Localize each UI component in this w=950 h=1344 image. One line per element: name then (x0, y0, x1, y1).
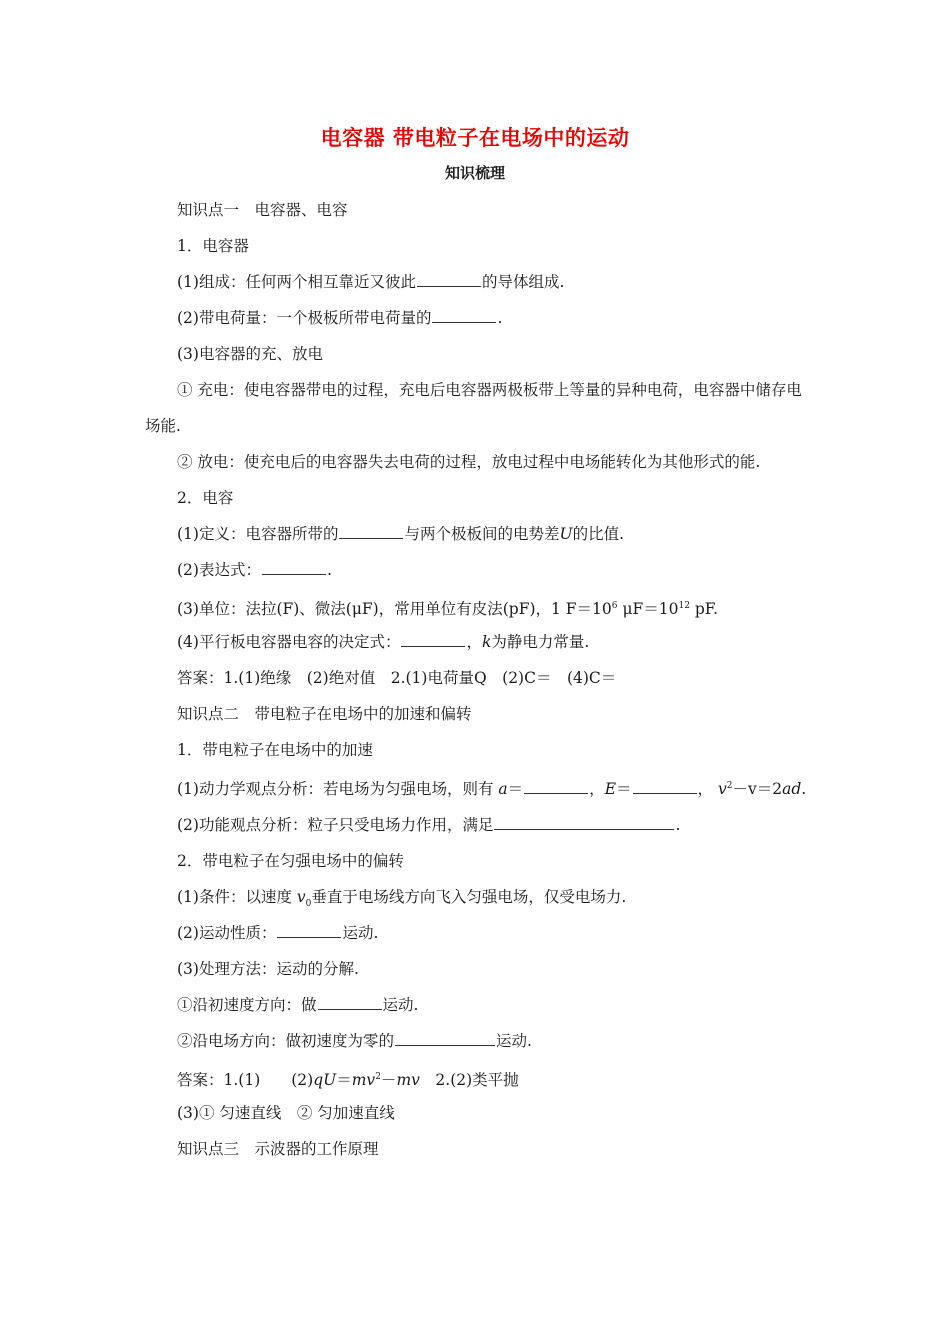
line-definition (145, 516, 807, 552)
text: ①沿初速度方向：做 (177, 996, 317, 1014)
text: . (326, 561, 332, 579)
text: ②沿电场方向：做初速度为零的 (177, 1032, 395, 1050)
text: (3)单位：法拉(F)、微法(μF)，常用单位有皮法(pF)，1 F＝10 (177, 600, 612, 618)
fill-blank (524, 777, 588, 794)
fill-blank (318, 993, 382, 1010)
symbol-E: E (604, 780, 617, 798)
text: 运动. (496, 1032, 532, 1050)
symbol-ad: ad (782, 780, 802, 798)
text: (1)条件：以速度 (177, 888, 292, 906)
fill-blank (494, 813, 674, 830)
text: 运动. (342, 924, 379, 942)
text: ＝ (616, 780, 632, 798)
text: (2)运动性质： (177, 924, 277, 942)
line-discharging: ② 放电：使充电后的电容器失去电荷的过程，放电过程中电场能转化为其他形式的能. (177, 453, 761, 471)
fill-blank (401, 630, 465, 647)
text: ， (466, 633, 482, 651)
line-charging: ① 充电：使电容器带电的过程，充电后电容器两极板带上等量的异种电荷，电容器中储存电场能. (145, 381, 802, 435)
subheading-capacitor: 1．电容器 (177, 237, 249, 255)
fill-blank (339, 522, 403, 539)
text: 与两个极板间的电势差 (404, 525, 560, 543)
fill-blank (262, 558, 326, 575)
text: 的导体组成. (481, 273, 565, 291)
answer-line-2 (145, 1059, 807, 1095)
subheading-acceleration: 1．带电粒子在电场中的加速 (177, 741, 373, 759)
line-units (145, 588, 807, 624)
text: . (675, 816, 681, 834)
symbol-v: v (296, 888, 306, 906)
line-motion-nature (145, 915, 807, 951)
knowledge-point-2-heading: 知识点二 带电粒子在电场中的加速和偏转 (177, 705, 472, 723)
text: (2)功能观点分析：粒子只受电场力作用，满足 (177, 816, 494, 834)
text: (1)定义：电容器所带的 (177, 525, 339, 543)
text: pF. (689, 600, 719, 618)
line-parallel-plate (145, 624, 807, 660)
knowledge-point-1-heading: 知识点一 电容器、电容 (177, 201, 348, 219)
fill-blank (277, 921, 341, 938)
section-heading: 知识梳理 (444, 164, 505, 182)
line-energy (145, 807, 807, 843)
knowledge-point-3-heading: 知识点三 示波器的工作原理 (177, 1140, 379, 1158)
text: 2.(2)类平抛 (419, 1071, 519, 1089)
line-charge (145, 300, 807, 336)
subscript: 0 (305, 899, 312, 910)
text: . (801, 780, 807, 798)
answer-line-1: 答案：1.(1)绝缘 (2)绝对值 2.(1)电荷量Q (2)C＝ (4)C＝ (177, 669, 617, 687)
text: (2)带电荷量：一个极板所带电荷量的 (177, 309, 432, 327)
symbol-mv: mv (396, 1071, 420, 1089)
symbol-mv: mv (351, 1071, 376, 1089)
text: μF＝10 (617, 600, 679, 618)
line-initial-direction (145, 987, 807, 1023)
exponent: 2 (726, 781, 733, 791)
answer-line-3: (3)① 匀速直线 ② 匀加速直线 (177, 1104, 395, 1122)
text: (4)平行板电容器电容的决定式： (177, 633, 401, 651)
text: ， (589, 780, 605, 798)
symbol-k: k (481, 633, 492, 651)
exponent: 6 (611, 601, 618, 611)
symbol-U: U (559, 525, 573, 543)
line-composition (145, 264, 807, 300)
line-charge-discharge: (3)电容器的充、放电 (177, 345, 323, 363)
text: (1)动力学观点分析：若电场为匀强电场，则有 (177, 780, 494, 798)
text: (2)表达式： (177, 561, 261, 579)
symbol-v: v (717, 780, 727, 798)
text: 垂直于电场线方向飞入匀强电场，仅受电场力. (311, 888, 627, 906)
text: 答案：1.(1) (2) (177, 1071, 314, 1089)
exponent: 12 (678, 601, 690, 611)
text: (1)组成：任何两个相互靠近又彼此 (177, 273, 416, 291)
text: . (497, 309, 503, 327)
fill-blank (417, 270, 481, 287)
line-dynamics (145, 768, 807, 807)
text: ， (697, 780, 714, 798)
exponent: 2 (375, 1072, 381, 1082)
text: 为静电力常量. (491, 633, 590, 651)
line-method: (3)处理方法：运动的分解. (177, 960, 359, 978)
subheading-capacitance: 2．电容 (177, 489, 234, 507)
text: 运动. (382, 996, 419, 1014)
line-expression (145, 552, 807, 588)
subheading-deflection: 2．带电粒子在匀强电场中的偏转 (177, 852, 404, 870)
text: ＝ (336, 1071, 352, 1089)
line-condition (145, 879, 807, 915)
fill-blank (633, 777, 697, 794)
document-body (145, 192, 807, 1167)
symbol-a: a (498, 780, 508, 798)
line-field-direction (145, 1023, 807, 1059)
text: ＝ (507, 780, 524, 798)
symbol-qU: qU (313, 1071, 337, 1089)
fill-blank (432, 306, 496, 323)
text: －v＝2 (732, 780, 783, 798)
text: － (380, 1071, 397, 1089)
fill-blank (395, 1029, 495, 1046)
text: 的比值. (572, 525, 624, 543)
document-title: 电容器 带电粒子在电场中的运动 (320, 126, 630, 150)
